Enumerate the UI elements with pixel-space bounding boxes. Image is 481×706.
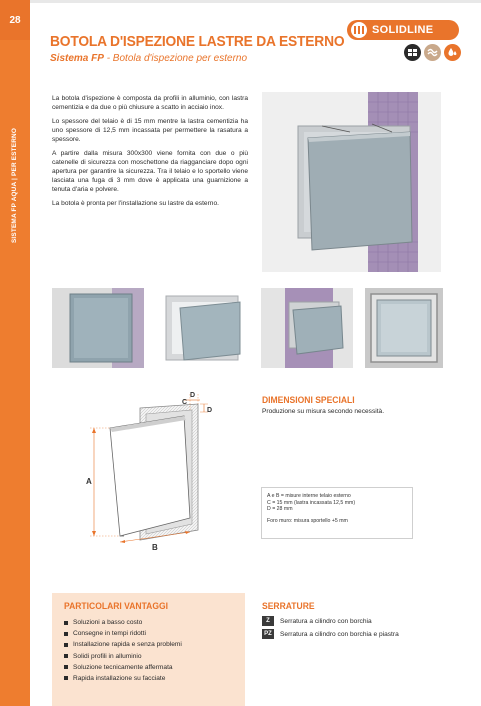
bullet-square-icon [64,676,68,680]
list-item: Soluzione tecnicamente affermata [64,664,233,671]
legend-line: D = 28 mm [267,506,293,513]
label-d-top: D [190,392,196,399]
bullet-square-icon [64,665,68,669]
intro-paragraph: La botola è pronta per l'installazione su lastre da esterno. [52,200,219,207]
advantages-list [64,619,233,682]
lock-code-badge: Z [262,616,274,626]
lock-label: Serratura a cilindro con borchia e piastra [280,630,399,638]
photo-panel-wall [261,288,353,368]
logo-text: SOLIDLINE [372,24,434,36]
list-item: Soluzioni a basso costo [64,619,233,626]
feature-badges [401,44,461,61]
dimension-diagram [80,390,220,550]
intro-paragraph: Lo spessore del telaio è di 15 mm mentre la lastra cementizia ha uno spessore di 12,5 mm incassata per permettere la rasatura a spessore. [52,118,248,143]
lock-code-badge: PZ [262,629,274,639]
top-bar [0,0,481,3]
list-item: Solidi profili in alluminio [64,653,233,660]
intro-paragraph: A partire dalla misura 300x300 viene fornita con due o più catenelle di sicurezza con moschettone da riagganciare dopo ogni apertura per garantire la sicurezza. Tra il telaio e lo sportello viene lasciata una fuga di 3 mm dove è applicata una guarnizione a tenuta d'aria e polvere. [52,150,248,193]
list-item: Consegne in tempi ridotti [64,630,233,637]
section-label-wrap [4,40,26,330]
bullet-square-icon [64,632,68,636]
legend-line: A e B = misure interne telaio esterno [267,493,351,499]
page-title: BOTOLA D'ISPEZIONE LASTRE DA ESTERNO [50,33,345,50]
lock-option-pz [262,629,399,639]
plaster-icon [424,44,441,61]
intro-paragraph: La botola d'ispezione è composta da profili in alluminio, con lastra cementizia e da due o più chiusure a scatto in acciaio inox. [52,95,248,111]
list-item: Installazione rapida e senza problemi [64,641,233,648]
label-d-side: D [207,407,213,414]
section-label: SISTEMA FP AQUA | PER ESTERNO [11,127,19,243]
advantages-heading: PARTICOLARI VANTAGGI [64,601,169,612]
main-photo [262,92,441,272]
special-dimensions-heading: DIMENSIONI SPECIALI [262,395,355,406]
special-dimensions-text: Produzione su misura secondo necessità. [262,408,385,415]
label-b: B [152,543,158,550]
label-c: C [182,399,188,406]
subtitle-system: Sistema FP [50,53,104,64]
dimension-legend [261,487,413,539]
list-item: Rapida installazione su facciate [64,675,233,682]
water-drops-icon [444,44,461,61]
bullet-square-icon [64,643,68,647]
legend-line: C = 15 mm (lastra incassata 12,5 mm) [267,499,356,506]
photo-panel-frame [365,288,443,368]
intro-text [52,94,248,213]
bullet-square-icon [64,621,68,625]
advantages-box [52,593,245,706]
photo-panel-front [52,288,144,368]
legend-note: Foro muro: misura sportello +5 mm [267,517,348,524]
page-number: 28 [0,0,30,40]
lock-label: Serratura a cilindro con borchia [280,617,372,625]
tile-icon [404,44,421,61]
locks-heading: SERRATURE [262,601,315,612]
side-band [0,0,30,706]
page-subtitle [50,53,247,64]
brand-logo [347,20,459,40]
photo-panel-open [156,288,248,368]
label-a: A [86,477,92,486]
bullet-square-icon [64,654,68,658]
lock-option-z [262,616,372,626]
subtitle-description: - Botola d'ispezione per esterno [103,53,248,64]
logo-mark-icon [351,22,367,38]
